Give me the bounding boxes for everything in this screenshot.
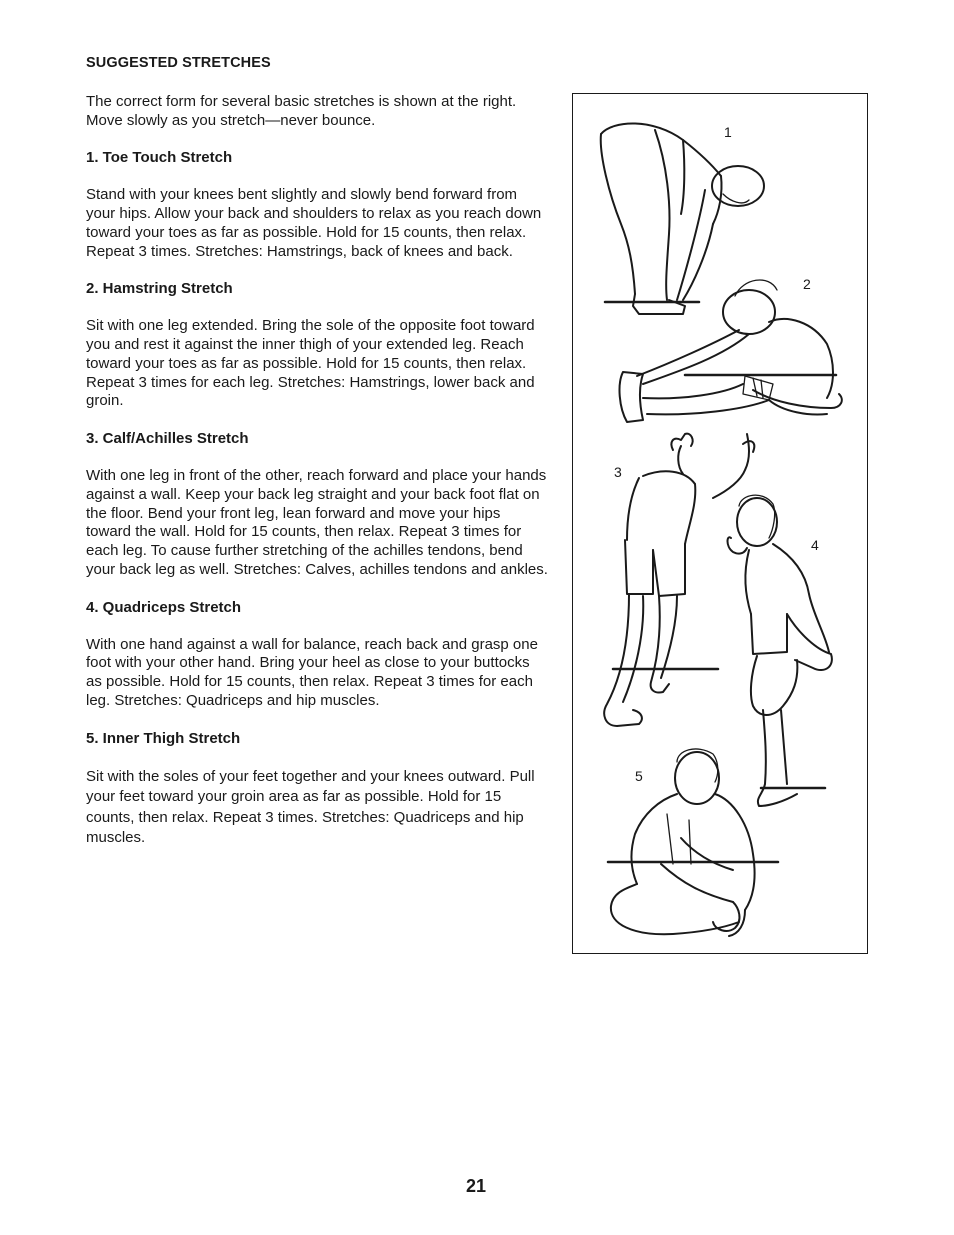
stretch-4-text: With one hand against a wall for balance, reach back and grasp one foot with your other hand. Bring your heel as close to your buttocks as possible. Hold for 15 counts, then relax. Repeat 3 times for each leg. Stretches: Quadriceps and hip muscles. [86, 635, 538, 709]
section-heading: SUGGESTED STRETCHES [86, 55, 271, 71]
stretch-4-title: 4. Quadriceps Stretch [86, 598, 242, 616]
figure-label-2: 2 [803, 276, 811, 292]
stretch-3-title: 3. Calf/Achilles Stretch [86, 430, 249, 448]
page-number-text: 21 [465, 1176, 487, 1196]
stretch-3-text: With one leg in front of the other, reach forward and place your hands against a wall. Keep your back leg straight and your back foot flat on the floor. Bend your front leg, lean forward and move your hips toward the wall. Hold for 15 counts, then relax. Repeat 3 times for each leg. To cause further stretching of the achilles tendons, bend your back leg as well. Stretches: Calves, achilles tendons and ankles. [86, 466, 548, 578]
inner-thigh-stretch-figure [611, 749, 755, 936]
stretch-illustrations [573, 94, 869, 955]
stretch-5-text: Sit with the soles of your feet together and your knees outward. Pull your feet toward your groin area as far as possible. Hold for 15 counts, then relax. Repeat 3 times. Stretches: Quadriceps and hip muscles. [86, 767, 535, 847]
stretch-1-text: Stand with your knees bent slightly and slowly bend forward from your hips. Allow your back and shoulders to relax as you reach down toward your toes as far as possible. Hold for 15 counts, then relax. Repeat 3 times. Stretches: Hamstrings, back of knees and back. [86, 186, 542, 260]
stretch-2-text: Sit with one leg extended. Bring the sole of the opposite foot toward you and rest it against the inner thigh of your extended leg. Reach toward your toes as far as possible. Hold for 15 counts, then relax. Repeat 3 times for each leg. Stretches: Hamstrings, lower back and groin. [86, 317, 535, 410]
stretch-5-title: 5. Inner Thigh Stretch [86, 729, 241, 747]
intro-paragraph: The correct form for several basic stretches is shown at the right. Move slowly as you stretch—never bounce. [86, 92, 517, 129]
toe-touch-figure [601, 123, 764, 314]
stretch-2-title: 2. Hamstring Stretch [86, 280, 233, 298]
stretch-1-title: 1. Toe Touch Stretch [86, 149, 233, 167]
figure-label-3: 3 [614, 464, 622, 480]
figure-label-4: 4 [811, 537, 819, 553]
calf-stretch-figure [604, 434, 754, 726]
page-number [0, 1176, 954, 1197]
stretch-illustrations-box [572, 93, 868, 954]
text-column [86, 54, 548, 868]
figure-label-1: 1 [724, 124, 732, 140]
figure-label-5: 5 [635, 768, 643, 784]
